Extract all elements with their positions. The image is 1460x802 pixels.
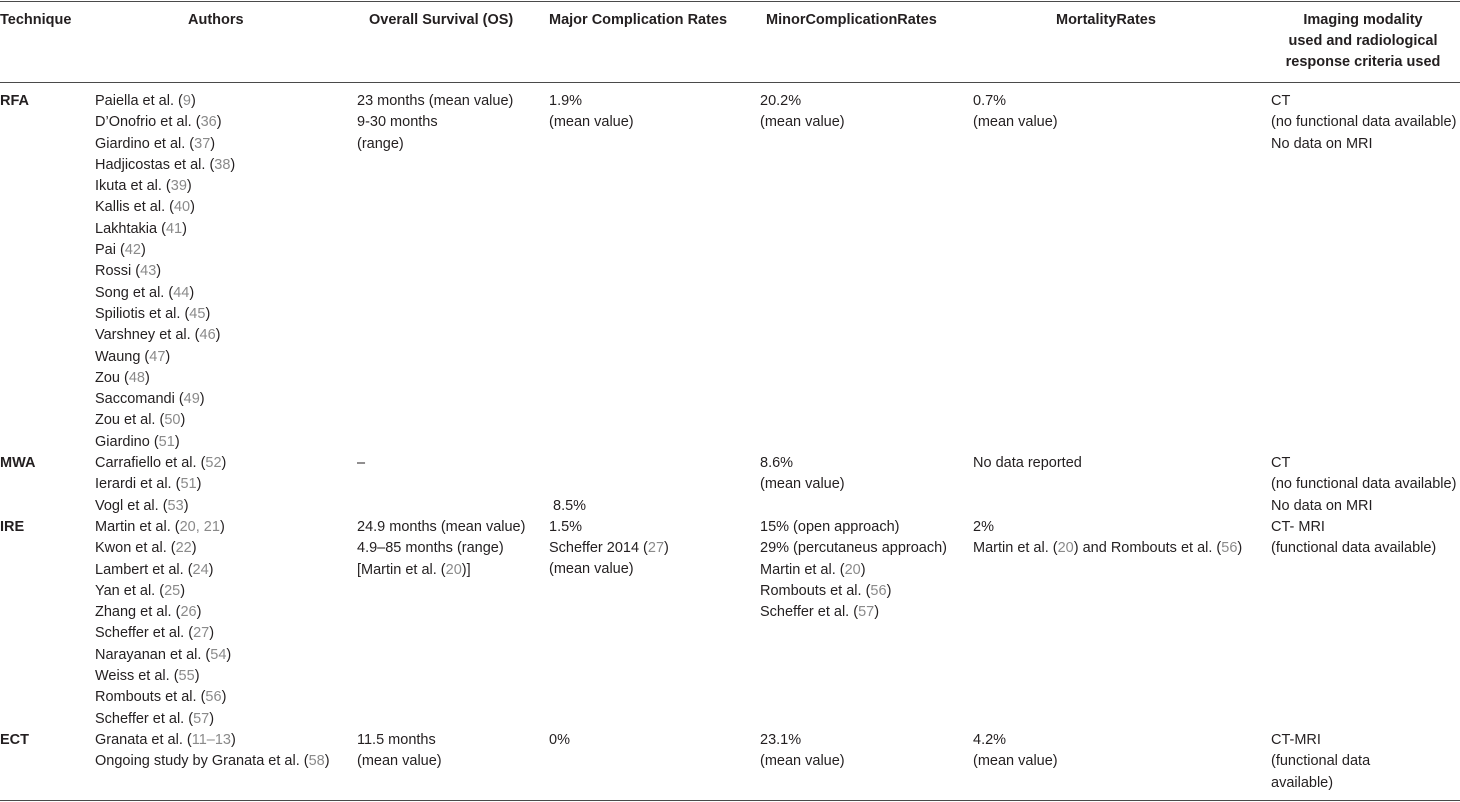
mortality-cell: 0.7% (mean value) [973,93,1058,131]
citation-ref[interactable]: 58 [308,753,325,770]
minor-complication-cell: 15% (open approach) 29% (percutaneus approach) Martin et al. (20) Rombouts et al. (56) Scheffer et al. (57) [760,519,948,621]
major-complication-cell: 8.5% (mean value) [549,497,634,578]
author-item: Saccomandi (49) [95,391,205,408]
os-cell: 24.9 months (mean value) 4.9–85 months (range) [Martin et al. (20)] [357,519,526,578]
citation-ref[interactable]: 51 [180,476,197,493]
citation-ref[interactable]: 39 [170,178,187,195]
author-item: Varshney et al. (46) [95,327,221,344]
author-item: Song et al. (44) [95,284,195,301]
mortality-cell: No data reported [973,455,1082,471]
citation-ref[interactable]: 54 [210,646,227,663]
citation-ref[interactable]: 20 [1057,540,1074,557]
col-header-os: Overall Survival (OS) [369,12,514,28]
author-item: Pai (42) [95,242,146,259]
citation-ref[interactable]: 25 [164,582,181,599]
major-complication-cell: 0% [549,732,570,748]
citation-ref[interactable]: 22 [175,540,192,557]
major-complication-cell: 1.5% Scheffer 2014 (27) [549,519,669,557]
technique-cell: IRE [0,519,25,535]
citation-ref[interactable]: 47 [149,348,166,365]
citation-ref[interactable]: 27 [193,625,210,642]
citation-ref[interactable]: 37 [194,135,211,152]
citation-ref[interactable]: 52 [205,455,222,471]
col-header-imaging-line: response criteria used [1285,54,1441,70]
author-item: Weiss et al. (55) [95,668,200,685]
citation-ref[interactable]: 45 [189,305,206,322]
author-item: Zou et al. (50) [95,412,186,429]
author-item: Zhang et al. (26) [95,604,202,621]
technique-cell: ECT [0,732,29,748]
author-item: Ongoing study by Granata et al. (58) [95,753,330,770]
author-item: Scheffer et al. (57) [95,710,215,727]
citation-ref[interactable]: 26 [180,604,197,621]
imaging-cell: CT (no functional data available) No data on MRI [1271,93,1457,152]
citation-ref[interactable]: 51 [158,433,175,450]
col-header-imaging [1266,10,1460,73]
authors-cell [95,91,235,453]
authors-cell [95,517,231,730]
author-item: Ierardi et al. (51) [95,476,202,493]
citation-ref[interactable]: 24 [192,561,209,578]
col-header-authors: Authors [188,12,244,28]
minor-complication-cell: 20.2% (mean value) [760,93,845,131]
author-item: Zou (48) [95,369,150,386]
os-cell: 11.5 months (mean value) [357,732,442,770]
author-item: Carrafiello et al. (52) [95,455,227,471]
imaging-cell: CT- MRI (functional data available) [1271,519,1437,557]
citation-ref[interactable]: 49 [183,391,200,408]
author-item: Yan et al. (25) [95,582,186,599]
technique-cell: MWA [0,455,36,471]
author-item: Narayanan et al. (54) [95,646,232,663]
author-item: Ikuta et al. (39) [95,178,192,195]
author-item: Giardino et al. (37) [95,135,216,152]
citation-ref[interactable]: 42 [124,242,141,259]
author-item: Rossi (43) [95,263,162,280]
author-item: Giardino (51) [95,433,180,450]
author-item: Kwon et al. (22) [95,540,197,557]
citation-ref[interactable]: 27 [647,540,665,557]
citation-ref[interactable]: 11–13 [191,732,231,748]
author-item: Scheffer et al. (27) [95,625,215,642]
citation-ref[interactable]: 57 [193,710,210,727]
citation-ref[interactable]: 57 [858,604,875,621]
citation-ref[interactable]: 9 [182,93,191,109]
major-complication-cell: 1.9% (mean value) [549,93,634,131]
table-top-rule [0,1,1460,2]
author-item: Vogl et al. (53) [95,497,189,514]
os-cell: 23 months (mean value) 9-30 months (range) [357,93,514,152]
author-item: Lakhtakia (41) [95,220,187,237]
imaging-cell: CT-MRI (functional data available) [1271,732,1371,791]
author-item: Paiella et al. (9) [95,93,196,109]
citation-ref[interactable]: 56 [1221,540,1238,557]
citation-ref[interactable]: 56 [205,689,222,706]
authors-cell [95,730,330,773]
col-header-major: Major Complication Rates [549,12,728,28]
citation-ref[interactable]: 44 [173,284,190,301]
citation-ref[interactable]: 36 [200,114,217,131]
mortality-cell: 4.2% (mean value) [973,732,1058,770]
citation-ref[interactable]: 53 [167,497,184,514]
citation-ref[interactable]: 41 [165,220,183,237]
citation-ref[interactable]: 38 [214,156,231,173]
mortality-cell: 2% Martin et al. (20) and Rombouts et al. (56) [973,519,1243,557]
col-header-mortality: MortalityRates [1056,12,1156,28]
technique-cell: RFA [0,93,29,109]
author-item: Kallis et al. (40) [95,199,195,216]
author-item: Granata et al. (11–13) [95,732,236,748]
author-item: Martin et al. (20, 21) [95,519,225,535]
col-header-technique: Technique [0,12,72,28]
imaging-cell: CT (no functional data available) No data on MRI [1271,455,1457,514]
col-header-imaging-line: used and radiological [1288,33,1438,49]
citation-ref[interactable]: 20, 21 [179,519,220,535]
citation-ref[interactable]: 43 [140,263,157,280]
author-item: Rombouts et al. (56) [95,689,227,706]
citation-ref[interactable]: 56 [870,582,887,599]
citation-ref[interactable]: 40 [173,199,191,216]
os-cell: – [357,455,366,471]
author-item: Lambert et al. (24) [95,561,214,578]
citation-ref[interactable]: 48 [128,369,145,386]
col-header-minor: MinorComplicationRates [766,12,937,28]
author-item: D’Onofrio et al. (36) [95,114,222,131]
citation-ref[interactable]: 50 [164,412,181,429]
citation-ref[interactable]: 46 [199,327,216,344]
col-header-imaging-line: Imaging modality [1303,12,1423,28]
author-item: Spiliotis et al. (45) [95,305,211,322]
minor-complication-cell: 8.6% (mean value) [760,455,845,493]
author-item: Hadjicostas et al. (38) [95,156,236,173]
table-bottom-rule [0,800,1460,801]
citation-ref[interactable]: 55 [178,668,195,685]
citation-ref[interactable]: 20 [844,561,861,578]
author-item: Waung (47) [95,348,171,365]
citation-ref[interactable]: 20 [445,561,462,578]
header-bottom-rule [0,82,1460,83]
minor-complication-cell: 23.1% (mean value) [760,732,845,770]
authors-cell [95,453,226,517]
